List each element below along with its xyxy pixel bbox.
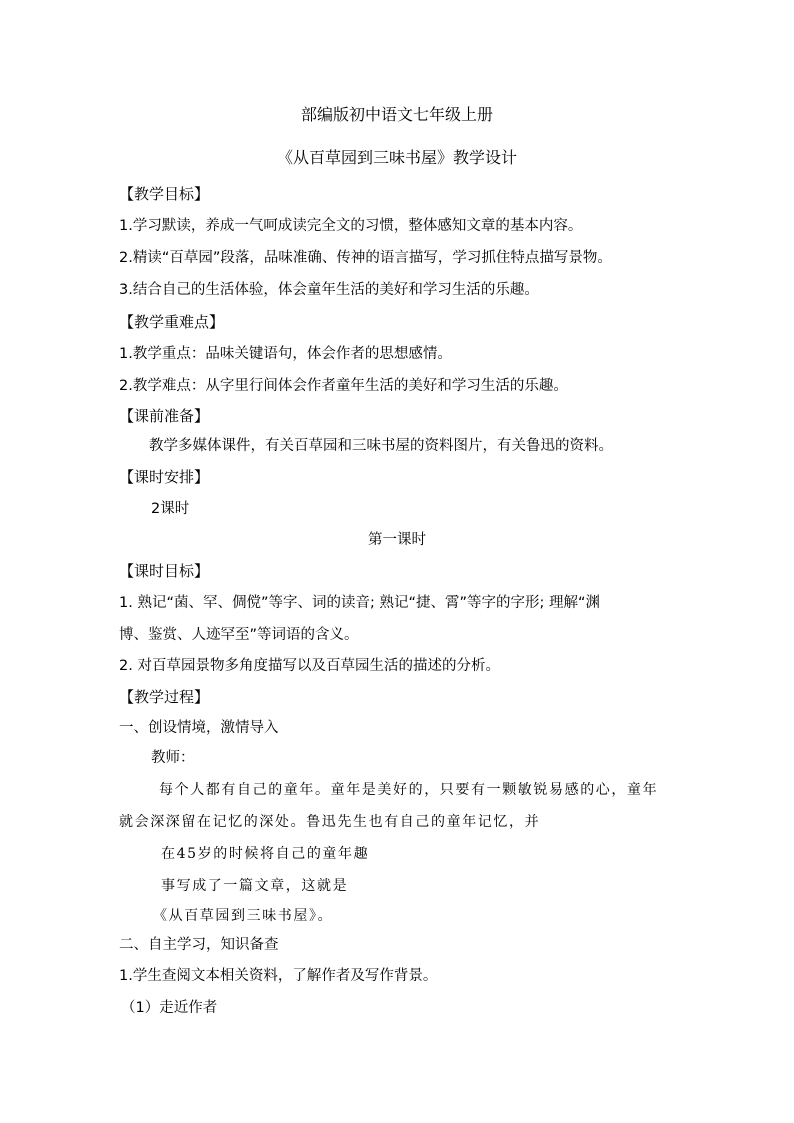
objective-3: 3.结合自己的生活体验，体会童年生活的美好和学习生活的乐趣。 — [119, 282, 539, 298]
objective-1: 1.学习默读，养成一气呵成读完全文的习惯，整体感知文章的基本内容。 — [119, 218, 583, 234]
teacher-speech-line3: 在45岁的时候将自己的童年趣 — [161, 846, 370, 862]
lesson-objective-1a: 1. 熟记“菌、罕、倜傥”等字、词的读音; 熟记“捷、霄”等字的字形; 理解“渊 — [119, 595, 600, 611]
objective-2: 2.精读“百草园”段落，品味准确、传神的语言描写，学习抓住特点描写景物。 — [119, 250, 612, 266]
teacher-speech-line5: 《从百草园到三味书屋》。 — [153, 908, 334, 924]
teacher-speech-line2: 就会深深留在记忆的深处。鲁迅先生也有自己的童年记忆，并 — [119, 814, 541, 830]
teacher-label: 教师： — [151, 750, 195, 766]
key-point-2: 2.教学难点：从字里行间体会作者童年生活的美好和学习生活的乐趣。 — [119, 378, 568, 394]
preparation-heading: 【课前准备】 — [119, 407, 210, 425]
process-heading: 【教学过程】 — [119, 688, 210, 706]
document-title-line2: 《从百草园到三味书屋》教学设计 — [276, 148, 517, 167]
key-point-1: 1.教学重点：品味关键语句，体会作者的思想感情。 — [119, 346, 452, 362]
step1-heading: 一、创设情境，激情导入 — [119, 720, 279, 736]
lesson-objective-1b: 博、鉴赏、人迹罕至”等词语的含义。 — [119, 627, 359, 643]
schedule-heading: 【课时安排】 — [119, 468, 210, 486]
key-points-heading: 【教学重难点】 — [119, 313, 225, 331]
lesson1-heading: 第一课时 — [368, 532, 426, 548]
teacher-speech-line4: 事写成了一篇文章，这就是 — [161, 878, 349, 894]
step2-heading: 二、自主学习，知识备查 — [119, 937, 279, 953]
step2-item1: 1.学生查阅文本相关资料，了解作者及写作背景。 — [119, 968, 438, 984]
objectives-heading: 【教学目标】 — [119, 185, 210, 203]
preparation-text: 教学多媒体课件，有关百草园和三味书屋的资料图片，有关鲁迅的资料。 — [149, 438, 613, 454]
teacher-speech-line1: 每个人都有自己的童年。童年是美好的，只要有一颗敏锐易感的心，童年 — [159, 782, 659, 798]
lesson-objectives-heading: 【课时目标】 — [119, 562, 210, 580]
document-title-line1: 部编版初中语文七年级上册 — [300, 105, 493, 124]
lesson-objective-2: 2. 对百草园景物多角度描写以及百草园生活的描述的分析。 — [119, 658, 500, 674]
step2-item1-sub: （1）走近作者 — [121, 1000, 218, 1016]
schedule-text: 2课时 — [151, 501, 190, 517]
